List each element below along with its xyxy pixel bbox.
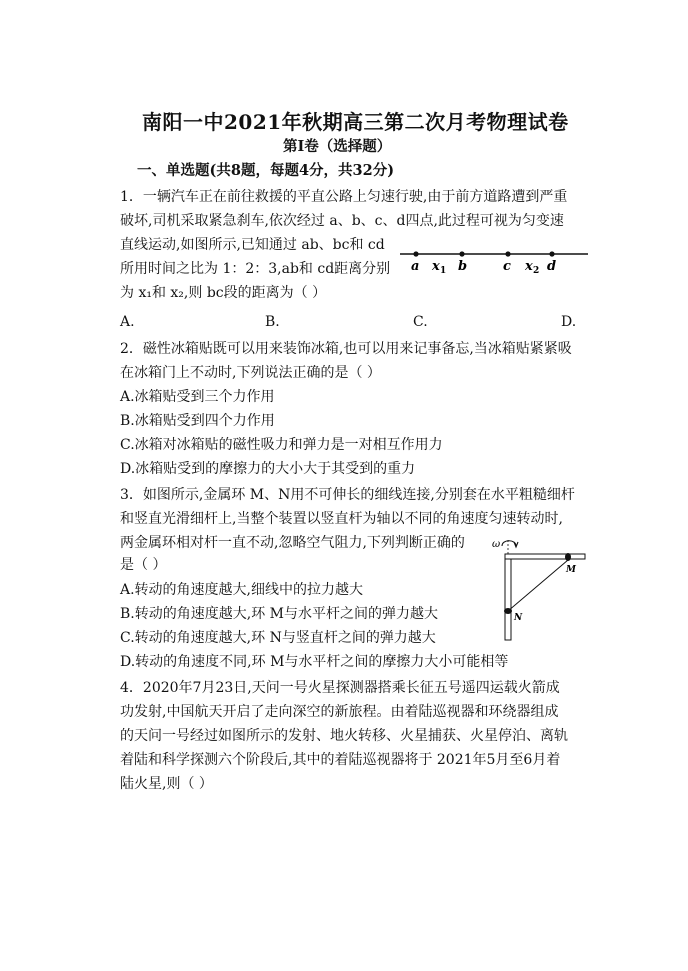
q1-label-x2-sub: 2 xyxy=(533,266,540,276)
q1-label-a: a xyxy=(411,259,420,274)
q1-point-c xyxy=(505,251,510,256)
q1-line-3: 直线运动,如图所示,已知通过 ab、bc和 cd xyxy=(120,237,385,253)
q1-point-a xyxy=(413,251,418,256)
q3-label-m: M xyxy=(566,565,576,575)
q1-line-segment-diagram xyxy=(398,240,590,276)
q2-line-1: 2．磁性冰箱贴既可以用来装饰冰箱,也可以用来记事备忘,当冰箱贴紧紧吸 xyxy=(120,341,572,357)
q1-line-1: 1．一辆汽车正在前往救援的平直公路上匀速行驶,由于前方道路遭到严重 xyxy=(120,189,568,205)
q2-line-2: 在冰箱门上不动时,下列说法正确的是（ ） xyxy=(120,365,381,381)
q3-line-1: 3．如图所示,金属环 M、N用不可伸长的细线连接,分别套在水平粗糙细杆 xyxy=(120,487,575,503)
q1-line-5: 为 x₁和 x₂,则 bc段的距离为（ ） xyxy=(120,285,327,301)
q1-line-2: 破坏,司机采取紧急刹车,依次经过 a、b、c、d四点,此过程可视为匀变速 xyxy=(120,213,564,229)
q1-point-d xyxy=(549,251,554,256)
section-heading: 一、单选题(共8题，每题4分，共32分) xyxy=(137,162,395,179)
exam-title: 南阳一中2021年秋期高三第二次月考物理试卷 xyxy=(142,110,569,134)
q3-line-4: 是（ ） xyxy=(120,557,167,573)
q3-line-2: 和竖直光滑细杆上,当整个装置以竖直杆为轴以不同的角速度匀速转动时, xyxy=(120,511,563,527)
q1-label-c: c xyxy=(503,259,511,274)
q4-line-1: 4．2020年7月23日,天问一号火星探测器搭乘长征五号遥四运载火箭成 xyxy=(120,680,560,696)
q3-vertical-rod xyxy=(505,554,511,640)
q4-line-5: 陆火星,则（ ） xyxy=(120,776,213,792)
q3-label-n: N xyxy=(514,613,523,623)
q1-label-b: b xyxy=(458,259,468,274)
q3-option-d: D.转动的角速度不同,环 M与水平杆之间的摩擦力大小可能相等 xyxy=(120,654,509,670)
q2-option-d: D.冰箱贴受到的摩擦力的大小大于其受到的重力 xyxy=(120,461,416,477)
q3-option-b: B.转动的角速度越大,环 M与水平杆之间的弹力越大 xyxy=(120,606,438,622)
q3-rotation-arrow xyxy=(502,541,516,546)
q3-label-omega: ω xyxy=(492,539,501,550)
q3-rotating-rods-diagram xyxy=(488,536,588,642)
volume-heading: 第Ⅰ卷（选择题） xyxy=(283,138,392,155)
q1-option-d: D. xyxy=(561,314,577,330)
q3-option-c: C.转动的角速度越大,环 N与竖直杆之间的弹力越大 xyxy=(120,630,436,646)
q1-option-a: A. xyxy=(120,314,135,330)
q2-option-c: C.冰箱对冰箱贴的磁性吸力和弹力是一对相互作用力 xyxy=(120,437,443,453)
q1-label-x2: x xyxy=(525,259,533,274)
q3-option-a: A.转动的角速度越大,细线中的拉力越大 xyxy=(120,582,364,598)
q4-line-2: 功发射,中国航天开启了走向深空的新旅程。由着陆巡视器和环绕器组成 xyxy=(120,704,559,720)
q3-horizontal-rod xyxy=(505,554,585,559)
q1-line-4: 所用时间之比为 1：2：3,ab和 cd距离分别 xyxy=(120,261,391,277)
q3-ring-m xyxy=(565,553,571,561)
q4-line-4: 着陆和科学探测六个阶段后,其中的着陆巡视器将于 2021年5月至6月着 xyxy=(120,752,561,768)
q1-label-d: d xyxy=(547,259,557,274)
q2-option-a: A.冰箱贴受到三个力作用 xyxy=(120,389,275,405)
q1-option-c: C. xyxy=(413,314,428,330)
q1-point-b xyxy=(459,251,464,256)
q1-option-b: B. xyxy=(265,314,280,330)
q3-string xyxy=(508,560,568,611)
q3-ring-n xyxy=(504,608,512,614)
q2-option-b: B.冰箱贴受到四个力作用 xyxy=(120,413,275,429)
q4-line-3: 的天问一号经过如图所示的发射、地火转移、火星捕获、火星停泊、离轨 xyxy=(120,728,568,744)
q1-label-x1-sub: 1 xyxy=(440,266,447,276)
q3-line-3: 两金属环相对杆一直不动,忽略空气阻力,下列判断正确的 xyxy=(120,535,465,551)
q1-label-x1: x xyxy=(432,259,440,274)
